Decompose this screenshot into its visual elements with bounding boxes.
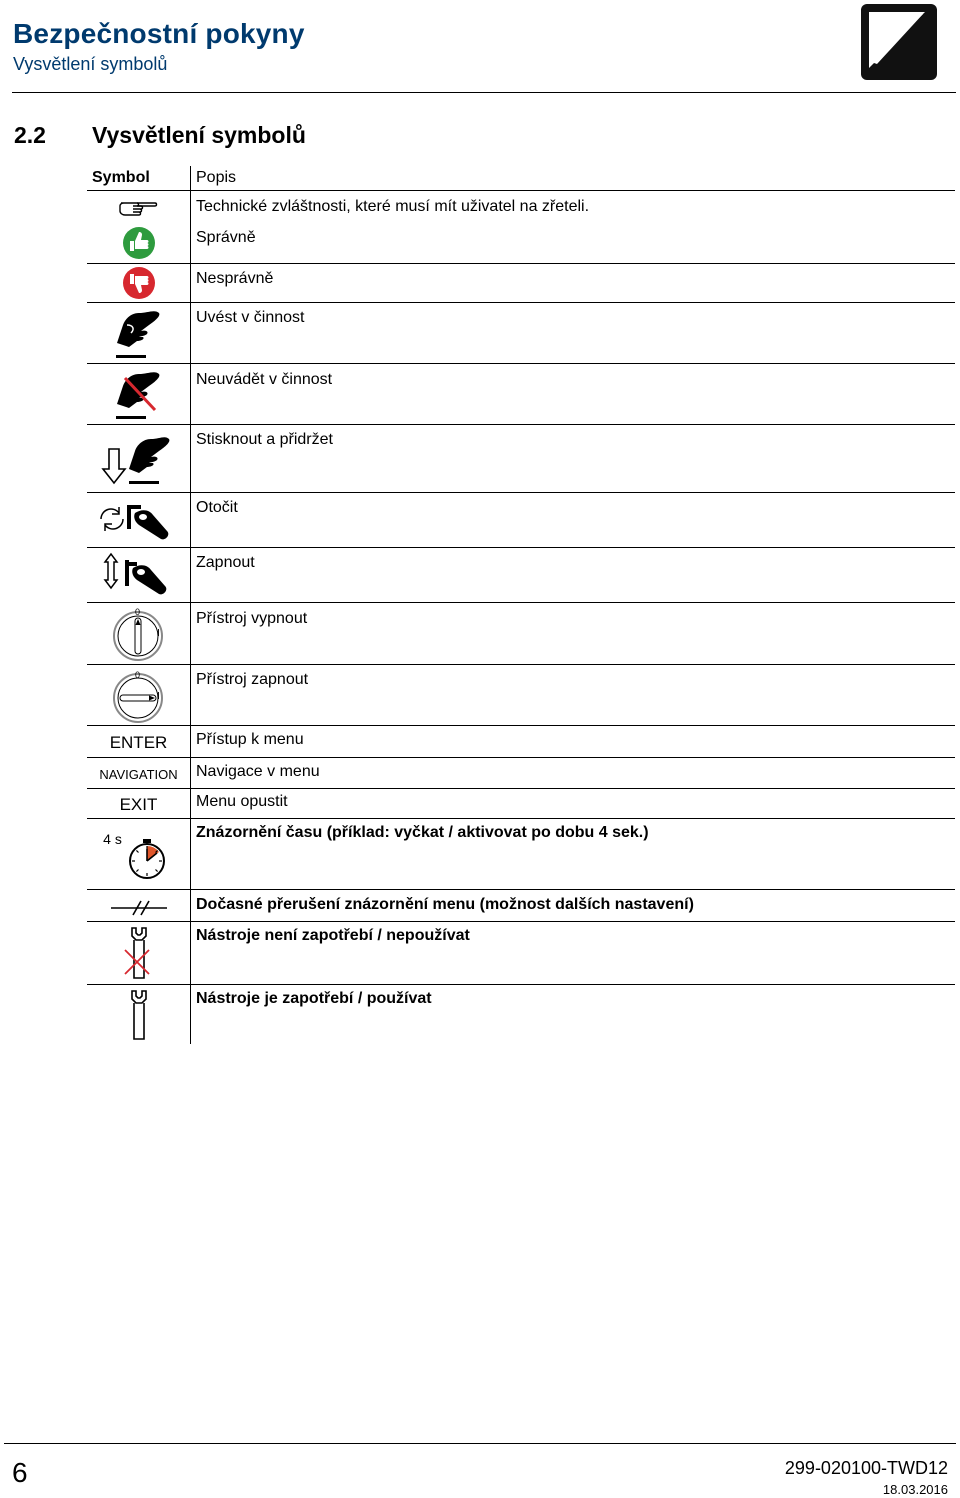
table-row <box>87 223 955 263</box>
press-hold-icon <box>87 425 190 492</box>
table-row <box>87 789 955 818</box>
column-header-symbol: Symbol <box>92 169 150 186</box>
header-divider <box>12 92 956 93</box>
header-divider-line <box>87 190 955 191</box>
row-description: Stisknout a přidržet <box>196 431 333 448</box>
page-header-title: Bezpečnostní pokyny <box>13 18 305 49</box>
row-description: Nástroje je zapotřebí / používat <box>196 990 432 1007</box>
row-description: Uvést v činnost <box>196 309 305 326</box>
no-tool-icon <box>87 922 190 984</box>
rotate-icon <box>87 493 190 547</box>
hand-no-operate-icon <box>87 364 190 424</box>
dial-on-icon <box>87 665 190 725</box>
table-row <box>87 303 955 363</box>
dial-off-icon <box>87 603 190 664</box>
table-row <box>87 603 955 664</box>
dial-zero-label: 0 <box>134 670 140 680</box>
pointing-hand-icon <box>87 193 190 223</box>
row-description: Přístroj vypnout <box>196 610 308 627</box>
switch-icon <box>87 548 190 602</box>
table-row <box>87 726 955 757</box>
navigation-symbol: NAVIGATION <box>99 767 178 782</box>
row-description: Znázornění času (příklad: vyčkat / aktivovat po dobu 4 sek.) <box>196 824 649 841</box>
table-row <box>87 665 955 725</box>
row-description: Nesprávně <box>196 270 274 287</box>
table-row <box>87 758 955 788</box>
row-description: Zapnout <box>196 554 255 571</box>
row-description: Správně <box>196 229 256 246</box>
column-header-description: Popis <box>196 169 237 186</box>
dial-one-label: I <box>157 628 160 639</box>
row-description: Menu opustit <box>196 793 288 810</box>
table-row <box>87 193 955 223</box>
section-title: Vysvětlení symbolů <box>92 122 306 148</box>
row-description: Přístup k menu <box>196 731 304 748</box>
table-row <box>87 890 955 921</box>
thumbs-down-icon <box>87 264 190 302</box>
interruption-icon <box>87 890 190 921</box>
row-description: Navigace v menu <box>196 763 320 780</box>
dial-one-label: I <box>157 691 160 702</box>
enter-symbol: ENTER <box>109 733 168 752</box>
table-row <box>87 819 955 889</box>
table-row <box>87 264 955 302</box>
section-heading <box>14 122 306 149</box>
timer-duration-label: 4 s <box>103 831 122 847</box>
footer-divider <box>4 1443 956 1444</box>
wrench-icon <box>87 985 190 1044</box>
exit-symbol: EXIT <box>119 795 158 814</box>
document-id: 299-020100-TWD12 <box>784 1458 948 1478</box>
hand-operate-icon <box>87 303 190 363</box>
row-description: Otočit <box>196 499 238 516</box>
row-description: Nástroje není zapotřebí / nepoužívat <box>196 927 470 944</box>
table-row <box>87 425 955 492</box>
thumbs-up-icon <box>87 223 190 263</box>
row-description: Technické zvláštnosti, které musí mít uživatel na zřeteli. <box>196 198 590 215</box>
table-row <box>87 493 955 547</box>
table-row <box>87 548 955 602</box>
document-date: 18.03.2016 <box>882 1482 948 1497</box>
timer-icon <box>87 819 190 889</box>
page-header-subtitle: Vysvětlení symbolů <box>13 54 168 74</box>
section-number: 2.2 <box>14 122 46 148</box>
brand-logo-icon <box>859 2 939 82</box>
row-description: Přístroj zapnout <box>196 671 309 688</box>
page-number: 6 <box>12 1457 28 1488</box>
table-row <box>87 364 955 424</box>
row-description: Neuvádět v činnost <box>196 371 333 388</box>
table-row <box>87 922 955 984</box>
row-description: Dočasné přerušení znázornění menu (možnost dalších nastavení) <box>196 896 694 913</box>
table-row <box>87 985 955 1044</box>
dial-zero-label: 0 <box>134 607 140 617</box>
